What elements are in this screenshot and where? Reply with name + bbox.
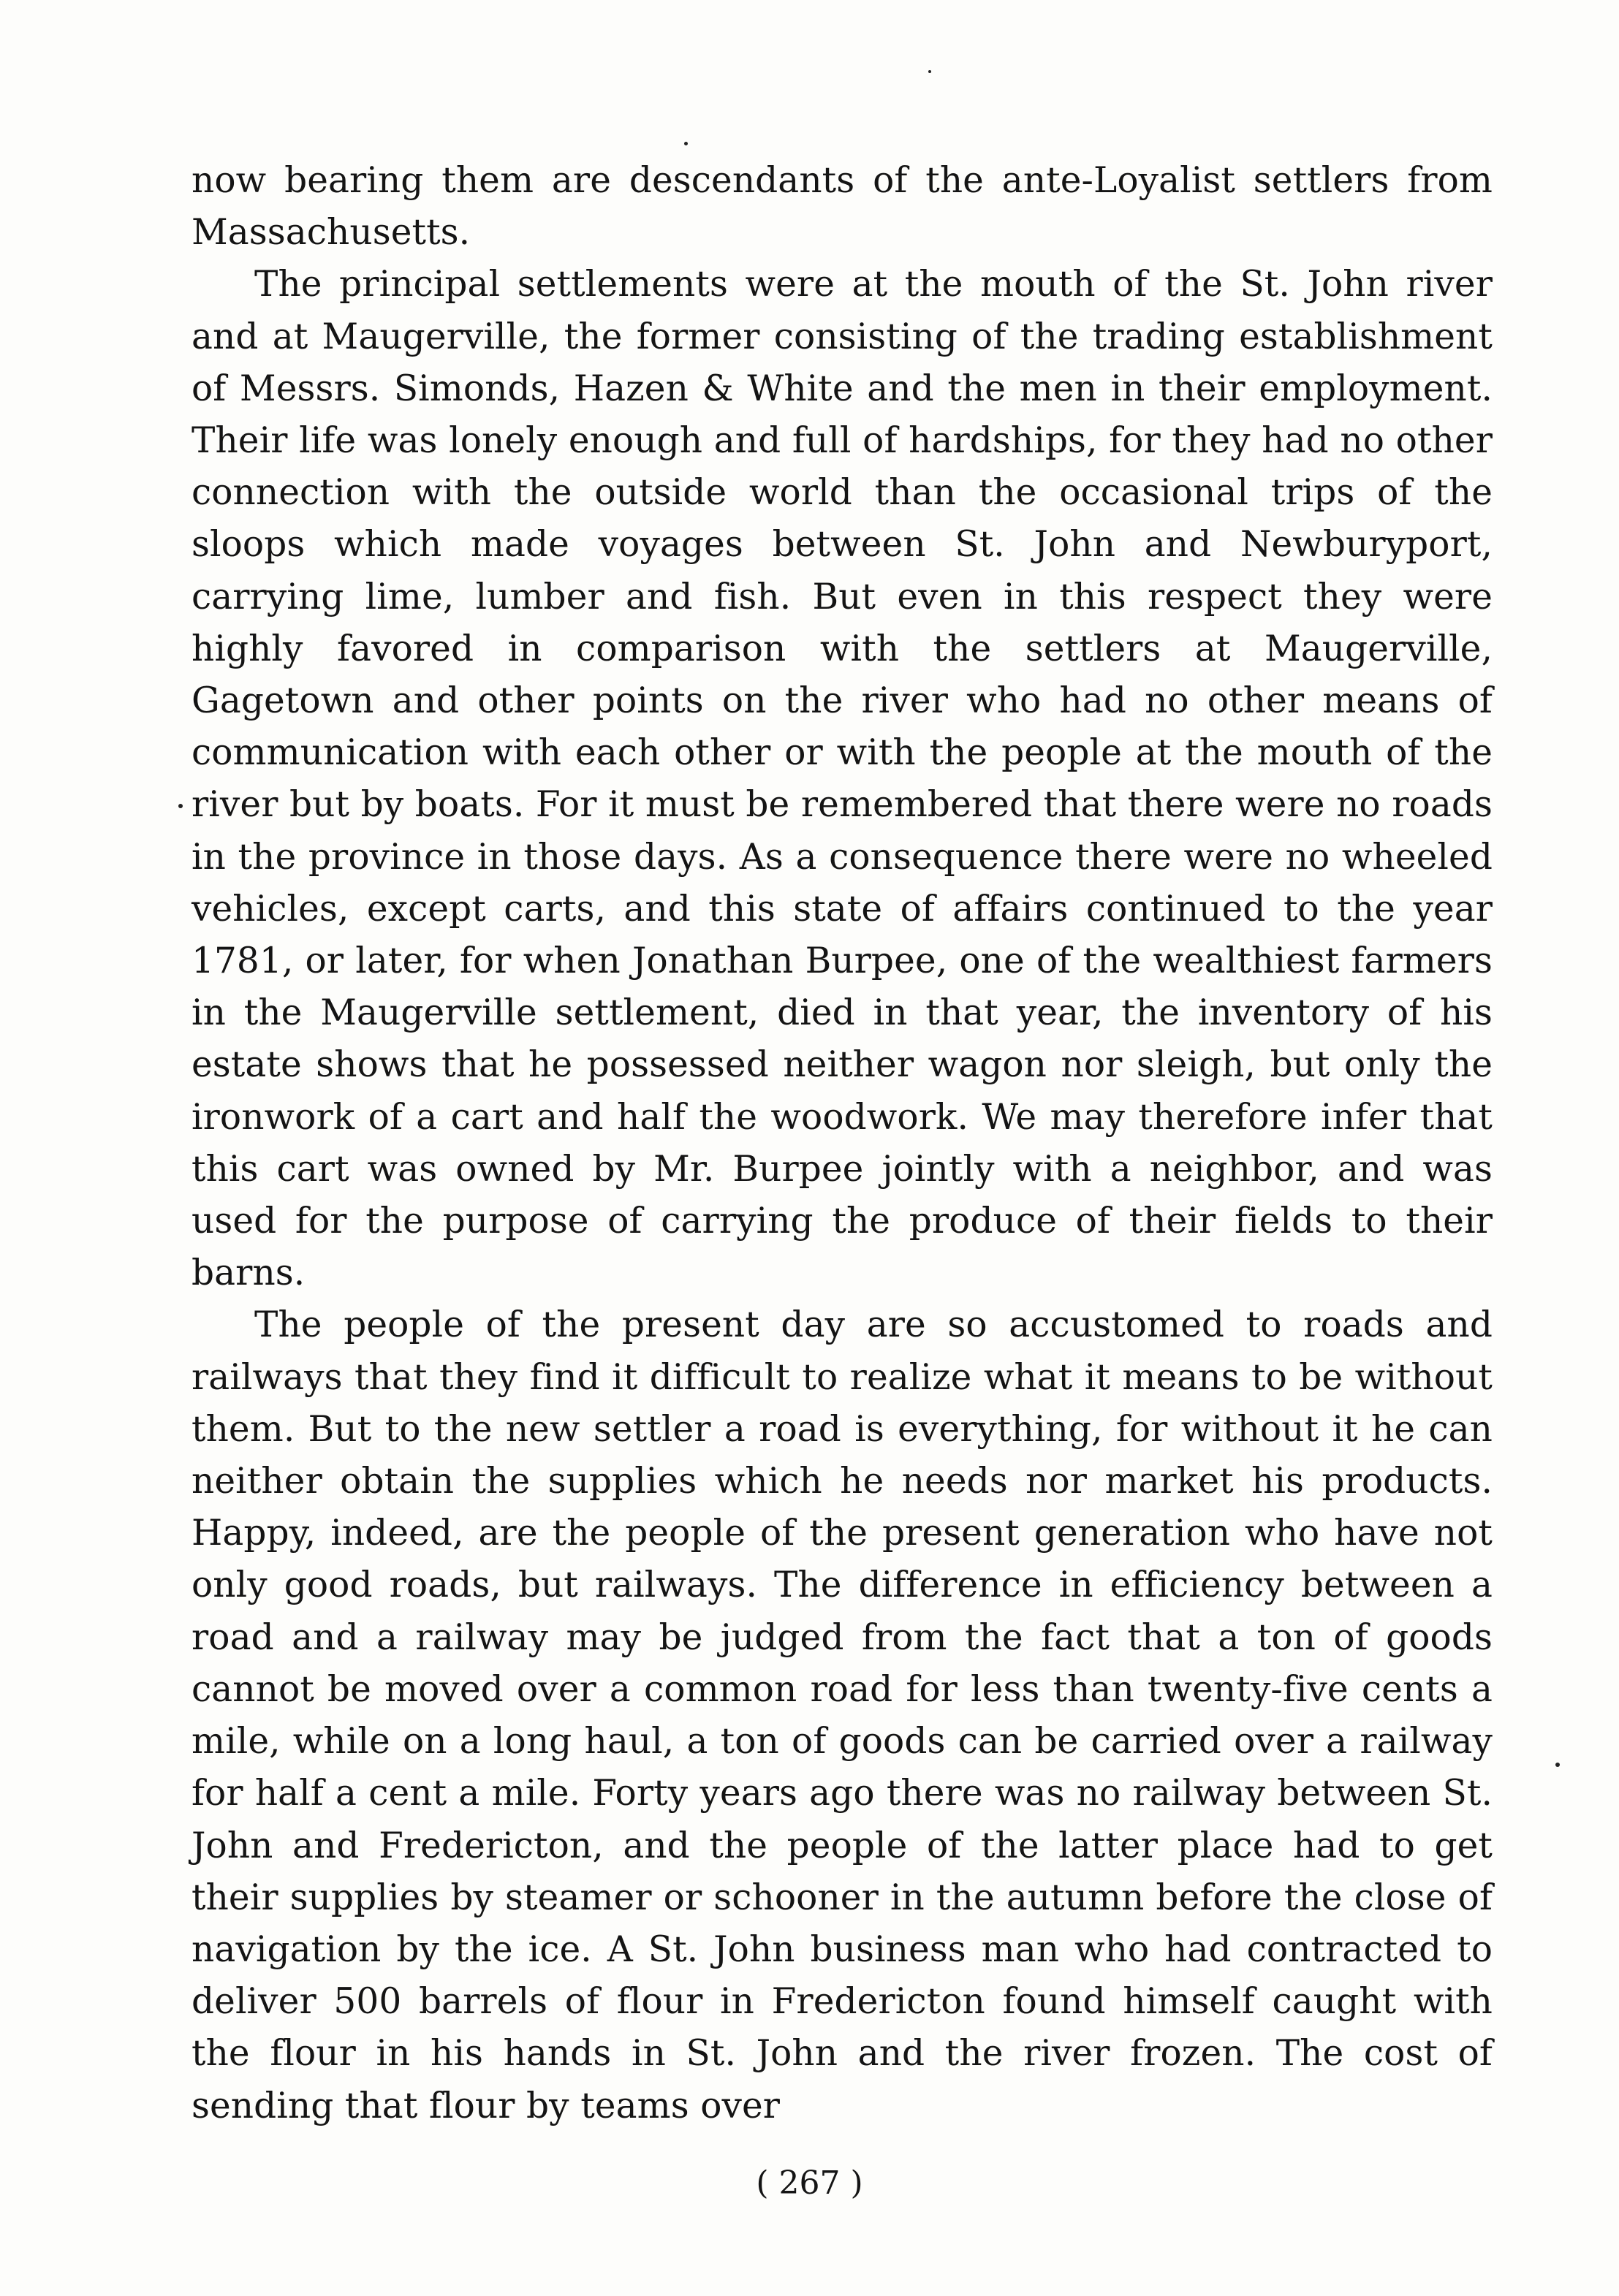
print-speck [178,804,183,808]
paragraph-settlements: The principal settlements were at the mouth of the St. John river and at Maugerville, the former consisting of the trading establishment of Messrs. Simonds, Hazen & White and the men in their employment. Their life was lonely enough and full of hardships, for they had no other connection with the outside world than the occasional trips of the sloops which made voyages between St. John and Newburyport, carrying lime, lumber and fish. But even in this respect they were highly favored in comparison with the settlers at Maugerville, Gagetown and other points on the river who had no other means of communication with each other or with the people at the mouth of the river but by boats. For it must be remembered that there were no roads in the province in those days. As a consequence there were no wheeled vehicles, except carts, and this state of affairs continued to the year 1781, or later, for when Jonathan Burpee, one of the wealthiest farmers in the Maugerville settlement, died in that year, the inventory of his estate shows that he possessed neither wagon nor sleigh, but only the ironwork of a cart and half the woodwork. We may therefore infer that this cart was owned by Mr. Burpee jointly with a neighbor, and was used for the purpose of carrying the produce of their fields to their barns. [192,264,1493,1294]
print-speck [928,70,931,73]
body-text [192,155,1493,2132]
paragraph-continuation: now bearing them are descendants of the ante-Loyalist settlers from Massachusetts. [192,160,1493,254]
paragraph-roads-railways: The people of the present day are so accustomed to roads and railways that they find it difficult to realize what it means to be without them. But to the new settler a road is everything, for without it he can neither obtain the supplies which he needs nor market his products. Happy, indeed, are the people of the present generation who have not only good roads, but railways. The difference in efficiency between a road and a railway may be judged from the fact that a ton of goods cannot be moved over a common road for less than twenty-five cents a mile, while on a long haul, a ton of goods can be carried over a railway for half a cent a mile. Forty years ago there was no railway between St. John and Fredericton, and the people of the latter place had to get their supplies by steamer or schooner in the autumn before the close of navigation by the ice. A St. John business man who had contracted to deliver 500 barrels of flour in Fredericton found himself caught with the flour in his hands in St. John and the river frozen. The cost of sending that flour by teams over [192,1304,1493,2126]
page-number: ( 267 ) [756,2164,863,2202]
print-speck [1555,1763,1560,1767]
print-speck [684,142,688,145]
